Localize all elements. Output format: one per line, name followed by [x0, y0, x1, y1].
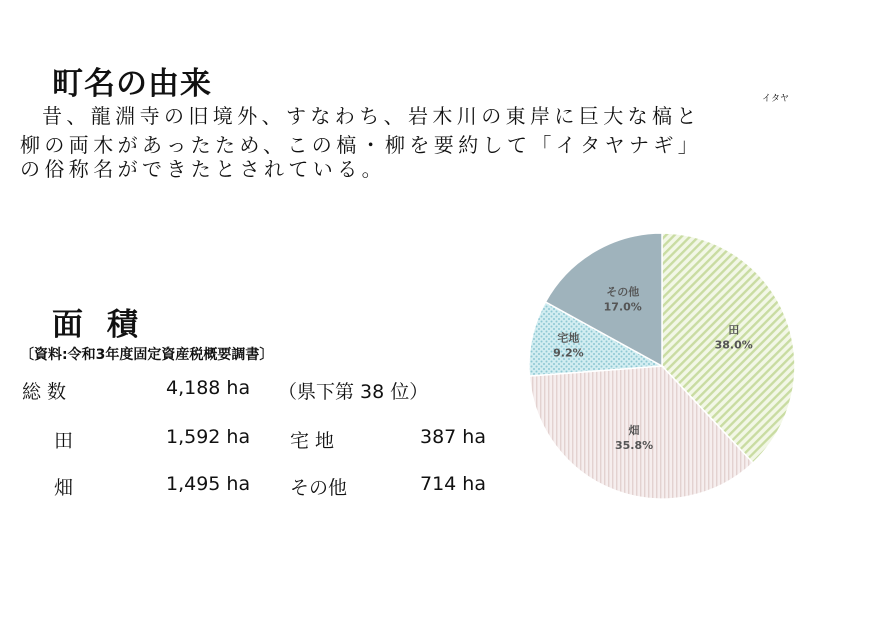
rice-field-value: 1,592 ha	[166, 426, 251, 448]
pie-slice-value-label: 38.0%	[714, 338, 753, 352]
pie-slice-value-label: 35.8%	[614, 438, 654, 452]
area-title: 面積	[52, 307, 162, 343]
upland-field-label: 畑	[54, 477, 74, 499]
pie-slice-name-label: 畑	[628, 423, 640, 437]
other-value: 714 ha	[420, 473, 486, 495]
rice-field-label: 田	[54, 430, 74, 452]
total-value: 4,188 ha	[166, 377, 251, 399]
ruby-annotation: イタヤ	[762, 94, 790, 104]
residential-value: 387 ha	[420, 426, 486, 448]
pie-slice-name-label: 田	[728, 323, 740, 337]
pie-slice-name-label: その他	[606, 285, 640, 299]
residential-label: 宅 地	[290, 430, 335, 452]
pie-slice-value-label: 17.0%	[603, 300, 642, 314]
upland-field-value: 1,495 ha	[166, 473, 251, 495]
pie-slice-value-label: 9.2%	[553, 346, 584, 360]
prefecture-rank: （県下第 38 位）	[278, 381, 429, 403]
origin-text-line-3: の俗称名ができたとされている。	[20, 157, 386, 181]
origin-text-line-2: 柳の両木があったため、この槁・柳を要約して「イタヤナギ」	[20, 133, 703, 157]
total-label: 総 数	[22, 381, 67, 403]
origin-text-line-1: 昔、龍淵寺の旧境外、すなわち、岩木川の東岸に巨大な槁と	[42, 104, 701, 128]
origin-title: 町名の由来	[52, 66, 212, 102]
other-label: その他	[290, 477, 348, 499]
pie-slice-name-label: 宅地	[557, 331, 580, 345]
data-source: 〔資料:令和3年度固定資産税概要調書〕	[20, 347, 274, 363]
